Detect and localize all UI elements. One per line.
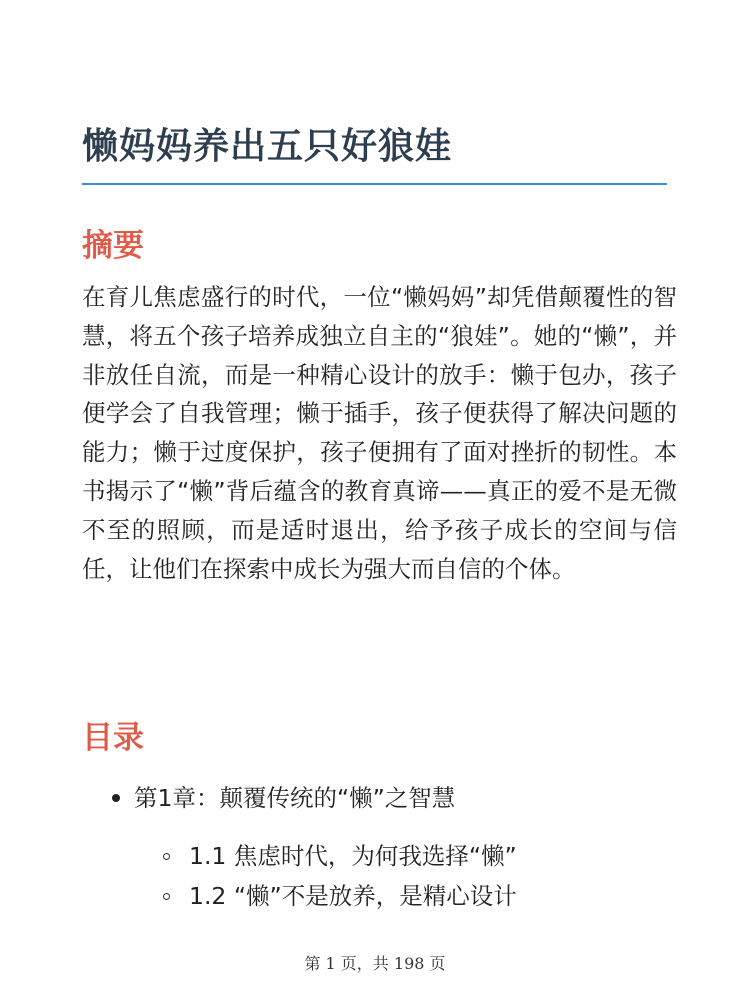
page-number-footer: 第 1 页，共 198 页: [304, 954, 446, 973]
abstract-text: 在育儿焦虑盛行的时代，一位“懒妈妈”却凭借颠覆性的智慧，将五个孩子培养成独立自主的“狼娃”。她的“懒”，并非放任自流，而是一种精心设计的放手：懒于包办，孩子便学会了自我管理；懒于插手，孩子便获得了解决问题的能力；懒于过度保护，孩子便拥有了面对挫折的韧性。本书揭示了“懒”背后蕴含的教育真谛——真正的爱不是无微不至的照顾，而是适时退出，给予孩子成长的空间与信任，让他们在探索中成长为强大而自信的个体。: [82, 283, 677, 583]
bullet-circle-icon: [163, 853, 170, 860]
abstract-heading: 摘要: [82, 228, 144, 264]
toc-section-1-2[interactable]: 1.2 “懒”不是放养，是精心设计: [189, 882, 517, 910]
toc-heading: 目录: [82, 720, 144, 756]
toc-chapter-1[interactable]: 第1章：颠覆传统的“懒”之智慧: [134, 784, 456, 812]
document-title: 懒妈妈养出五只好狼娃: [82, 126, 453, 167]
toc-section-1-1[interactable]: 1.1 焦虑时代，为何我选择“懒”: [189, 842, 517, 870]
bullet-disc-icon: [112, 794, 120, 802]
title-divider: [82, 183, 667, 185]
bullet-circle-icon: [163, 893, 170, 900]
